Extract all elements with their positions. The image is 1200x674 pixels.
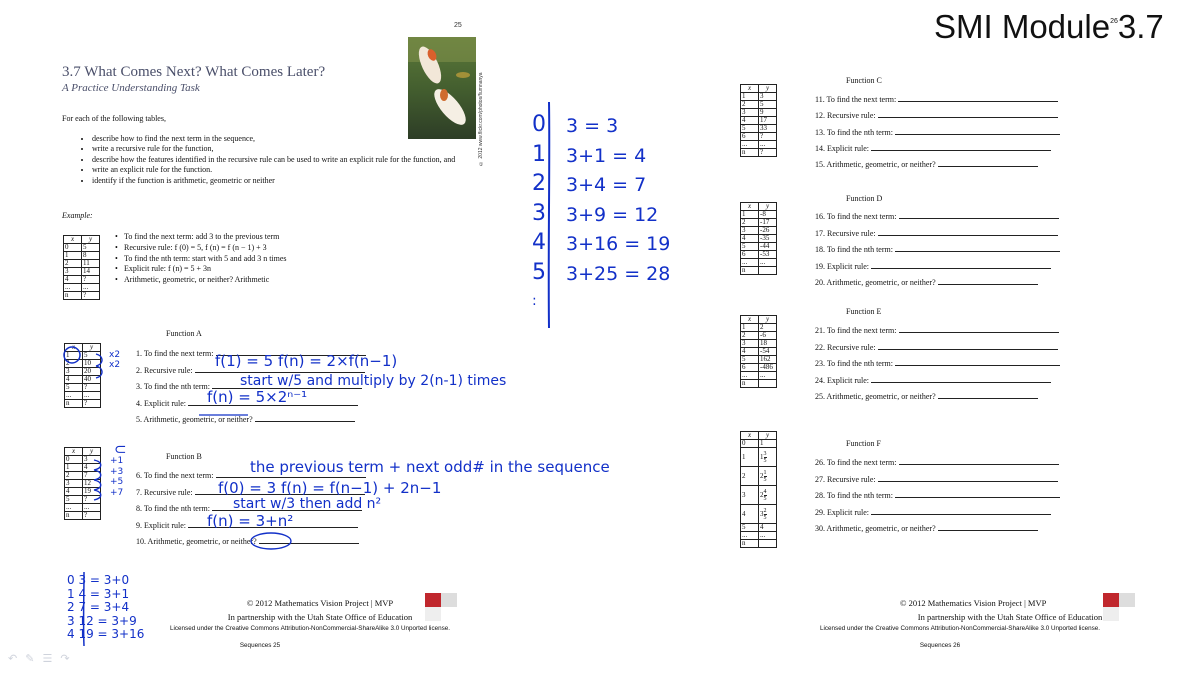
function-e-label: Function E — [846, 307, 882, 316]
table-cell: 0 — [64, 244, 82, 252]
pen-icon[interactable]: ✎ — [25, 652, 43, 665]
function-f-table — [740, 431, 777, 548]
function-f-label: Function F — [846, 439, 881, 448]
function-d-label: Function D — [846, 194, 883, 203]
table-cell: 2 $\frac{4}{5}$ — [759, 486, 777, 505]
function-a-explicit-answer: f(n) = 5×2ⁿ⁻¹ — [207, 388, 308, 406]
table-header: x — [65, 448, 83, 456]
function-c-label: Function C — [846, 76, 882, 85]
table-cell: 3 — [741, 486, 759, 505]
function-d-table — [740, 202, 777, 275]
table-cell: n — [741, 267, 759, 275]
question: 28. To find the nth term: — [815, 488, 1060, 505]
table-cell: 1 — [65, 464, 83, 472]
table-header: x — [741, 316, 759, 324]
table-cell: 5 — [741, 243, 759, 251]
table-cell: ? — [83, 400, 101, 408]
table-cell: 6 — [741, 251, 759, 259]
mvp-logo-red — [1103, 593, 1119, 607]
example-bullets: • • • • • — [115, 232, 118, 285]
function-a-recursive-answer: f(1) = 5 f(n) = 2×f(n−1) — [215, 352, 398, 370]
table-header: y — [759, 432, 777, 440]
right-footer-partnership: In partnership with the Utah State Office of Education — [917, 612, 1103, 622]
table-cell: n — [741, 540, 759, 548]
function-b-nth-answer: start w/3 then add n² — [233, 496, 382, 512]
table-cell: 4 — [759, 524, 777, 532]
table-cell: 5 — [65, 496, 83, 504]
table-cell: 3 — [65, 480, 83, 488]
table-cell: ... — [759, 372, 777, 380]
function-a-nth-answer: start w/5 and multiply by 2(n-1) times — [240, 373, 507, 389]
photo-credit: © 2012 www.flickr.com/photos/fiumnanya — [478, 72, 484, 166]
table-cell: 4 — [64, 276, 82, 284]
table-header: y — [759, 316, 777, 324]
handwritten-x-column: 0 1 2 3 4 5 : — [532, 112, 546, 309]
table-header: y — [83, 448, 101, 456]
table-cell: 2 — [741, 101, 759, 109]
table-cell: 20 — [83, 368, 101, 376]
table-row — [741, 440, 777, 448]
table-cell: ? — [83, 496, 101, 504]
page-subtitle: A Practice Understanding Task — [62, 82, 200, 94]
table-cell: 6 — [741, 133, 759, 141]
table-cell: 12 — [83, 480, 101, 488]
question: 10. Arithmetic, geometric, or neither? — [136, 534, 366, 551]
undo-icon[interactable]: ↶ — [8, 652, 26, 665]
table-cell: ... — [83, 392, 101, 400]
table-row — [64, 292, 100, 300]
table-cell: 3 — [741, 340, 759, 348]
table-cell: n — [741, 149, 759, 157]
question: 18. To find the nth term: — [815, 242, 1060, 259]
table-cell: 18 — [759, 340, 777, 348]
table-cell: 19 — [83, 488, 101, 496]
function-c-table — [740, 84, 777, 157]
table-cell: 17 — [759, 117, 777, 125]
table-cell: 5 — [65, 384, 83, 392]
table-cell: 3 — [83, 456, 101, 464]
module-title: SMI Module$^{26}$3.7 — [934, 8, 1164, 45]
koi-photo — [408, 37, 476, 139]
pen-toolbar[interactable] — [8, 652, 78, 665]
circle-mark — [249, 531, 293, 551]
table-cell: 2 $\frac{1}{5}$ — [759, 467, 777, 486]
table-cell: 5 — [82, 244, 100, 252]
table-row — [65, 512, 101, 520]
circle-mark — [62, 345, 82, 365]
table-cell: 6 — [741, 364, 759, 372]
table-cell: 0 — [741, 440, 759, 448]
question: 9. Explicit rule: — [136, 518, 366, 535]
example-line: Explicit rule: f (n) = 5 + 3n — [124, 264, 212, 274]
function-b-next-answer: the previous term + next odd# in the sequence — [250, 458, 610, 476]
instruction-item: • identify if the function is arithmetic, geometric or neither — [92, 176, 472, 186]
table-cell: n — [64, 292, 82, 300]
example-line: To find the nth term: start with 5 and add 3 n times — [124, 253, 287, 263]
table-cell: 10 — [83, 360, 101, 368]
table-cell: 5 — [759, 101, 777, 109]
question: 26. To find the next term: — [815, 455, 1060, 472]
example-line: Arithmetic, geometric, or neither? Arithmetic — [124, 275, 270, 285]
table-row — [741, 380, 777, 388]
table-cell: 1 — [741, 324, 759, 332]
example-answers — [124, 232, 287, 286]
function-c-questions — [815, 92, 1060, 173]
question: 14. Explicit rule: — [815, 141, 1060, 157]
table-header: y — [759, 203, 777, 211]
table-header: y — [759, 85, 777, 93]
question: 2. Recursive rule: — [136, 363, 366, 380]
table-header: y — [82, 236, 100, 244]
table-cell: 2 — [741, 467, 759, 486]
left-footer-partnership: In partnership with the Utah State Office of Education — [227, 612, 413, 622]
table-cell: 5 — [83, 352, 101, 360]
table-cell: -26 — [759, 227, 777, 235]
table-cell: n — [65, 512, 83, 520]
table-cell: 9 — [759, 109, 777, 117]
function-e-questions — [815, 323, 1060, 406]
table-cell: ... — [759, 141, 777, 149]
table-cell: 2 — [759, 324, 777, 332]
table-cell: ... — [741, 372, 759, 380]
function-b-check-mark: ⊂ — [114, 440, 127, 458]
question: 15. Arithmetic, geometric, or neither? — [815, 157, 1060, 173]
table-cell: ... — [741, 532, 759, 540]
table-row — [741, 505, 777, 524]
table-row — [741, 540, 777, 548]
table-cell: 162 — [759, 356, 777, 364]
table-cell: -486 — [759, 364, 777, 372]
question: 1. To find the next term: — [136, 346, 366, 363]
table-cell: n — [741, 380, 759, 388]
question: 4. Explicit rule: — [136, 396, 366, 413]
table-cell: 2 — [64, 260, 82, 268]
table-cell: 4 — [65, 376, 83, 384]
question: 13. To find the nth term: — [815, 125, 1060, 141]
table-cell: 3 — [759, 93, 777, 101]
table-header: x — [741, 203, 759, 211]
question: 24. Explicit rule: — [815, 373, 1060, 390]
table-row — [741, 467, 777, 486]
table-cell: 0 — [65, 456, 83, 464]
table-cell: ? — [83, 512, 101, 520]
table-cell: -35 — [759, 235, 777, 243]
question: 20. Arithmetic, geometric, or neither? — [815, 275, 1060, 292]
question: 12. Recursive rule: — [815, 108, 1060, 124]
page-title: 3.7 What Comes Next? What Comes Later? — [62, 64, 326, 80]
table-cell: 14 — [82, 268, 100, 276]
question: 21. To find the next term: — [815, 323, 1060, 340]
table-cell: 4 — [741, 117, 759, 125]
redo-icon[interactable]: ↷ — [60, 652, 78, 665]
instruction-item: • describe how the features identified in the recursive rule can be used to write an explicit rule for the function, and — [92, 155, 472, 165]
table-cell: 5 — [741, 125, 759, 133]
table-cell: 3 — [65, 368, 83, 376]
table-cell: ? — [83, 384, 101, 392]
table-header: y — [83, 344, 101, 352]
arrow-brackets — [94, 352, 108, 382]
table-header: x — [64, 236, 82, 244]
question: 16. To find the next term: — [815, 209, 1060, 226]
table-header: x — [65, 344, 83, 352]
question: 25. Arithmetic, geometric, or neither? — [815, 389, 1060, 406]
table-row — [741, 486, 777, 505]
table-cell: 1 $\frac{3}{5}$ — [759, 448, 777, 467]
table-cell: 1 — [759, 440, 777, 448]
table-cell: n — [65, 400, 83, 408]
question: 8. To find the nth term: — [136, 501, 366, 518]
table-cell: ? — [82, 292, 100, 300]
instruction-item: • write an explicit rule for the function. — [92, 165, 472, 175]
question: 22. Recursive rule: — [815, 340, 1060, 357]
table-cell: 8 — [82, 252, 100, 260]
table-cell: ... — [759, 532, 777, 540]
function-b-differences: +1 +3 +5 +7 — [110, 456, 124, 498]
question: 19. Explicit rule: — [815, 259, 1060, 276]
table-cell: -6 — [759, 332, 777, 340]
function-a-label: Function A — [166, 329, 202, 338]
function-a-multipliers: x2 x2 — [109, 350, 121, 370]
example-line: To find the next term: add 3 to the previous term — [124, 232, 280, 241]
table-cell: ? — [759, 133, 777, 141]
table-cell: ... — [65, 392, 83, 400]
table-cell: ... — [741, 141, 759, 149]
question: 5. Arithmetic, geometric, or neither? — [136, 412, 366, 429]
left-footer-page: Sequences 25 — [239, 642, 281, 649]
table-cell: 4 — [741, 348, 759, 356]
table-cell: 5 — [741, 524, 759, 532]
table-row — [65, 400, 101, 408]
table-row — [741, 267, 777, 275]
table-cell: -54 — [759, 348, 777, 356]
question: 7. Recursive rule: — [136, 485, 366, 502]
table-cell: 2 — [65, 360, 83, 368]
table-cell: 4 — [83, 464, 101, 472]
question: 29. Explicit rule: — [815, 505, 1060, 522]
right-footer-license: Licensed under the Creative Commons Attribution-NonCommercial-ShareAlike 3.0 Unported license. — [820, 625, 1100, 632]
table-cell: ? — [759, 149, 777, 157]
table-cell: 1 — [741, 448, 759, 467]
table-row — [741, 149, 777, 157]
right-footer-page: Sequences 26 — [919, 642, 961, 649]
question: 3. To find the nth term: — [136, 379, 366, 396]
table-cell: 4 — [65, 488, 83, 496]
table-cell: 1 — [741, 211, 759, 219]
table-cell: 2 — [65, 472, 83, 480]
mvp-logo-red — [425, 593, 441, 607]
table-cell: -8 — [759, 211, 777, 219]
table-cell: 1 — [64, 252, 82, 260]
table-cell: 1 — [741, 93, 759, 101]
table-header: x — [741, 85, 759, 93]
arrow-brackets — [92, 458, 108, 502]
question: 23. To find the nth term: — [815, 356, 1060, 373]
mvp-logo-grey — [1119, 593, 1135, 607]
instruction-item: • describe how to find the next term in the sequence, — [92, 134, 472, 144]
table-cell: 40 — [83, 376, 101, 384]
table-cell — [759, 267, 777, 275]
function-d-questions — [815, 209, 1060, 292]
example-line: Recursive rule: f (0) = 5, f (n) = f (n − 1) + 3 — [124, 242, 267, 252]
table-cell: ... — [741, 259, 759, 267]
function-f-questions — [815, 455, 1060, 538]
table-cell: ... — [64, 284, 82, 292]
question: 17. Recursive rule: — [815, 226, 1060, 243]
handwritten-y-column: 3 = 3 3+1 = 4 3+4 = 7 3+9 = 12 3+16 = 19 3+25 = 28 — [566, 115, 671, 285]
left-footer-copyright: © 2012 Mathematics Vision Project | MVP — [246, 598, 394, 608]
question: 27. Recursive rule: — [815, 472, 1060, 489]
table-cell: 7 — [83, 472, 101, 480]
left-footer-license: Licensed under the Creative Commons Attribution-NonCommercial-ShareAlike 3.0 Unported license. — [170, 625, 450, 632]
table-cell: ? — [82, 276, 100, 284]
table-cell: 2 — [741, 332, 759, 340]
table-cell: 4 — [741, 505, 759, 524]
table-cell: 3 $\frac{2}{5}$ — [759, 505, 777, 524]
table-cell: ... — [82, 284, 100, 292]
table-cell: ... — [759, 259, 777, 267]
question: 6. To find the next term: — [136, 468, 366, 485]
table-row — [741, 448, 777, 467]
function-e-table — [740, 315, 777, 388]
table-cell: ... — [83, 504, 101, 512]
table-cell: 2 — [741, 219, 759, 227]
underline-mark — [198, 412, 250, 418]
function-b-recursive-answer: f(0) = 3 f(n) = f(n−1) + 2n−1 — [218, 479, 442, 497]
table-cell: ... — [65, 504, 83, 512]
table-cell: 11 — [82, 260, 100, 268]
table-cell: 3 — [64, 268, 82, 276]
table-cell: 3 — [741, 227, 759, 235]
table-cell: 3 — [741, 109, 759, 117]
table-cell: -17 — [759, 219, 777, 227]
example-label: Example: — [62, 211, 93, 220]
right-footer-copyright: © 2012 Mathematics Vision Project | MVP — [900, 598, 1047, 608]
instruction-item: • write a recursive rule for the function, — [92, 144, 472, 154]
function-b-label: Function B — [166, 452, 202, 461]
table-header: x — [741, 432, 759, 440]
table-cell: -53 — [759, 251, 777, 259]
table-cell: 1 — [65, 352, 83, 360]
function-b-explicit-answer: f(n) = 3+n² — [207, 512, 294, 530]
table-cell — [759, 380, 777, 388]
handwritten-bottom-table: 0 3 = 3+0 1 4 = 3+1 2 7 = 3+4 3 12 = 3+9 4 19 = 3+16 — [67, 573, 145, 641]
page-number-top: 25 — [454, 22, 462, 29]
intro-text: For each of the following tables, — [62, 114, 166, 123]
table-cell: 5 — [741, 356, 759, 364]
question: 30. Arithmetic, geometric, or neither? — [815, 521, 1060, 538]
table-cell — [759, 540, 777, 548]
example-table — [63, 235, 100, 300]
table-cell: 4 — [741, 235, 759, 243]
question: 11. To find the next term: — [815, 92, 1060, 108]
menu-icon[interactable]: ☰ — [42, 652, 61, 665]
table-cell: -44 — [759, 243, 777, 251]
instructions-list — [62, 134, 472, 186]
mvp-logo-grey — [441, 593, 457, 607]
table-cell: 33 — [759, 125, 777, 133]
